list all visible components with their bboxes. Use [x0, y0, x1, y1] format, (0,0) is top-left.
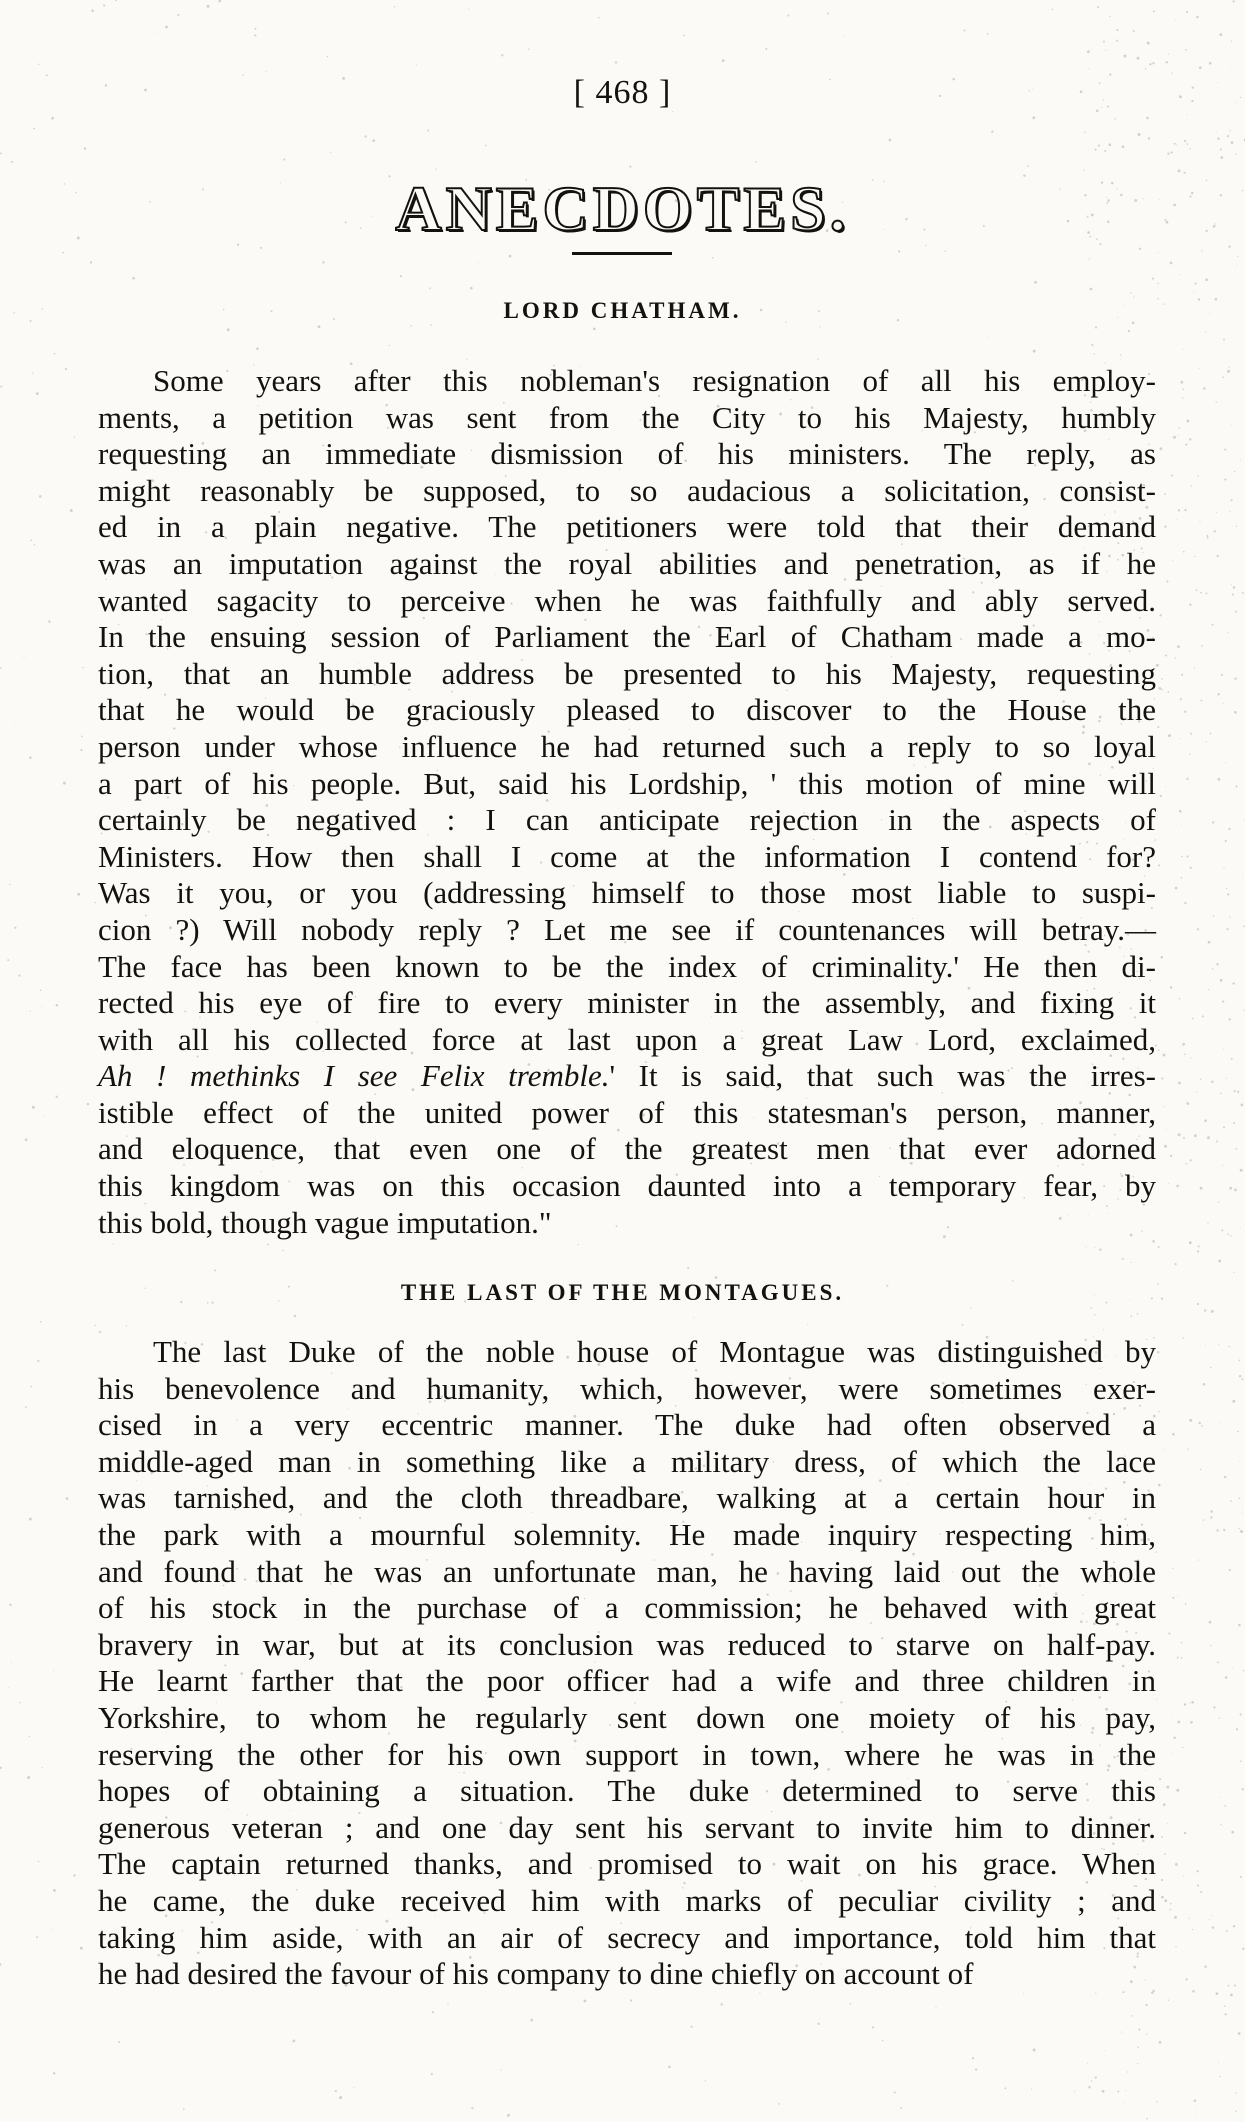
page-title: ANECDOTES.: [395, 173, 850, 244]
text-line: ed in a plain negative. The petitioners were told that their demand: [98, 509, 1156, 545]
text-line: He learnt farther that the poor officer had a wife and three children in: [98, 1663, 1156, 1699]
text-line: certainly be negatived : I can anticipate rejection in the aspects of: [98, 802, 1156, 838]
text-line: and found that he was an unfortunate man, he having laid out the whole: [98, 1553, 1156, 1589]
text-line: taking him aside, with an air of secrecy and importance, told him that: [98, 1919, 1156, 1955]
text-line: reserving the other for his own support in town, where he was in the: [98, 1736, 1156, 1772]
text-line: istible effect of the united power of this statesman's person, manner,: [98, 1094, 1156, 1130]
section-heading-lord-chatham: LORD CHATHAM.: [503, 298, 742, 323]
text-line: his benevolence and humanity, which, however, were sometimes exer-: [98, 1370, 1156, 1406]
text-line: a part of his people. But, said his Lordship, ' this motion of mine will: [98, 765, 1156, 801]
text-line: cion ?) Will nobody reply ? Let me see if countenances will betray.—: [98, 911, 1156, 947]
text-line: was tarnished, and the cloth threadbare, walking at a certain hour in: [98, 1480, 1156, 1516]
text-line: Ministers. How then shall I come at the information I contend for?: [98, 838, 1156, 874]
section-body-last-of-the-montagues: [98, 1334, 1156, 1993]
text-line: Yorkshire, to whom he regularly sent down one moiety of his pay,: [98, 1699, 1156, 1735]
text-line: was an imputation against the royal abilities and penetration, as if he: [98, 545, 1156, 581]
text-line: hopes of obtaining a situation. The duke determined to serve this: [98, 1773, 1156, 1809]
text-line: with all his collected force at last upon a great Law Lord, exclaimed,: [98, 1021, 1156, 1057]
page-number: [ 468 ]: [573, 74, 672, 111]
text-line: this kingdom was on this occasion daunted into a temporary fear, by: [98, 1168, 1156, 1204]
text-line: he had desired the favour of his company to dine chiefly on account of: [98, 1956, 974, 1992]
text-line: the park with a mournful solemnity. He made inquiry respecting him,: [98, 1516, 1156, 1552]
text-line: rected his eye of fire to every minister in the assembly, and fixing it: [98, 985, 1156, 1021]
text-line: bravery in war, but at its conclusion was reduced to starve on half-pay.: [98, 1626, 1156, 1662]
text-line: wanted sagacity to perceive when he was faithfully and ably served.: [98, 582, 1156, 618]
text-line: might reasonably be supposed, to so audacious a solicitation, consist-: [98, 472, 1156, 508]
section-body-lord-chatham: [98, 363, 1156, 1241]
text-line: cised in a very eccentric manner. The duke had often observed a: [98, 1407, 1156, 1443]
text-line: The face has been known to be the index of criminality.' He then di-: [98, 948, 1156, 984]
text-line: this bold, though vague imputation.": [98, 1204, 552, 1240]
text-line: requesting an immediate dismission of his ministers. The reply, as: [98, 436, 1156, 472]
text-line: ments, a petition was sent from the City to his Majesty, humbly: [98, 399, 1156, 435]
text-line: In the ensuing session of Parliament the Earl of Chatham made a mo-: [98, 619, 1156, 655]
text-line: of his stock in the purchase of a commission; he behaved with great: [98, 1590, 1156, 1626]
text-line: he came, the duke received him with marks of peculiar civility ; and: [98, 1882, 1156, 1918]
text-line: Some years after this nobleman's resignation of all his employ-: [153, 363, 1156, 398]
text-line: generous veteran ; and one day sent his servant to invite him to dinner.: [98, 1809, 1156, 1845]
text-line: person under whose influence he had returned such a reply to so loyal: [98, 728, 1156, 764]
text-line: that he would be graciously pleased to discover to the House the: [98, 692, 1156, 728]
text-line: The captain returned thanks, and promised to wait on his grace. When: [98, 1846, 1156, 1882]
text-line: middle-aged man in something like a military dress, of which the lace: [98, 1443, 1156, 1479]
text-line: The last Duke of the noble house of Montague was distinguished by: [153, 1334, 1156, 1369]
text-line: Ah ! methinks I see Felix tremble.' It is said, that such was the irres-: [98, 1058, 1156, 1094]
text-line: tion, that an humble address be presented to his Majesty, requesting: [98, 655, 1156, 691]
section-heading-last-of-the-montagues: THE LAST OF THE MONTAGUES.: [400, 1280, 845, 1305]
text-line: and eloquence, that even one of the greatest men that ever adorned: [98, 1131, 1156, 1167]
text-line: Was it you, or you (addressing himself to those most liable to suspi-: [98, 875, 1156, 911]
title-divider: [572, 252, 672, 255]
